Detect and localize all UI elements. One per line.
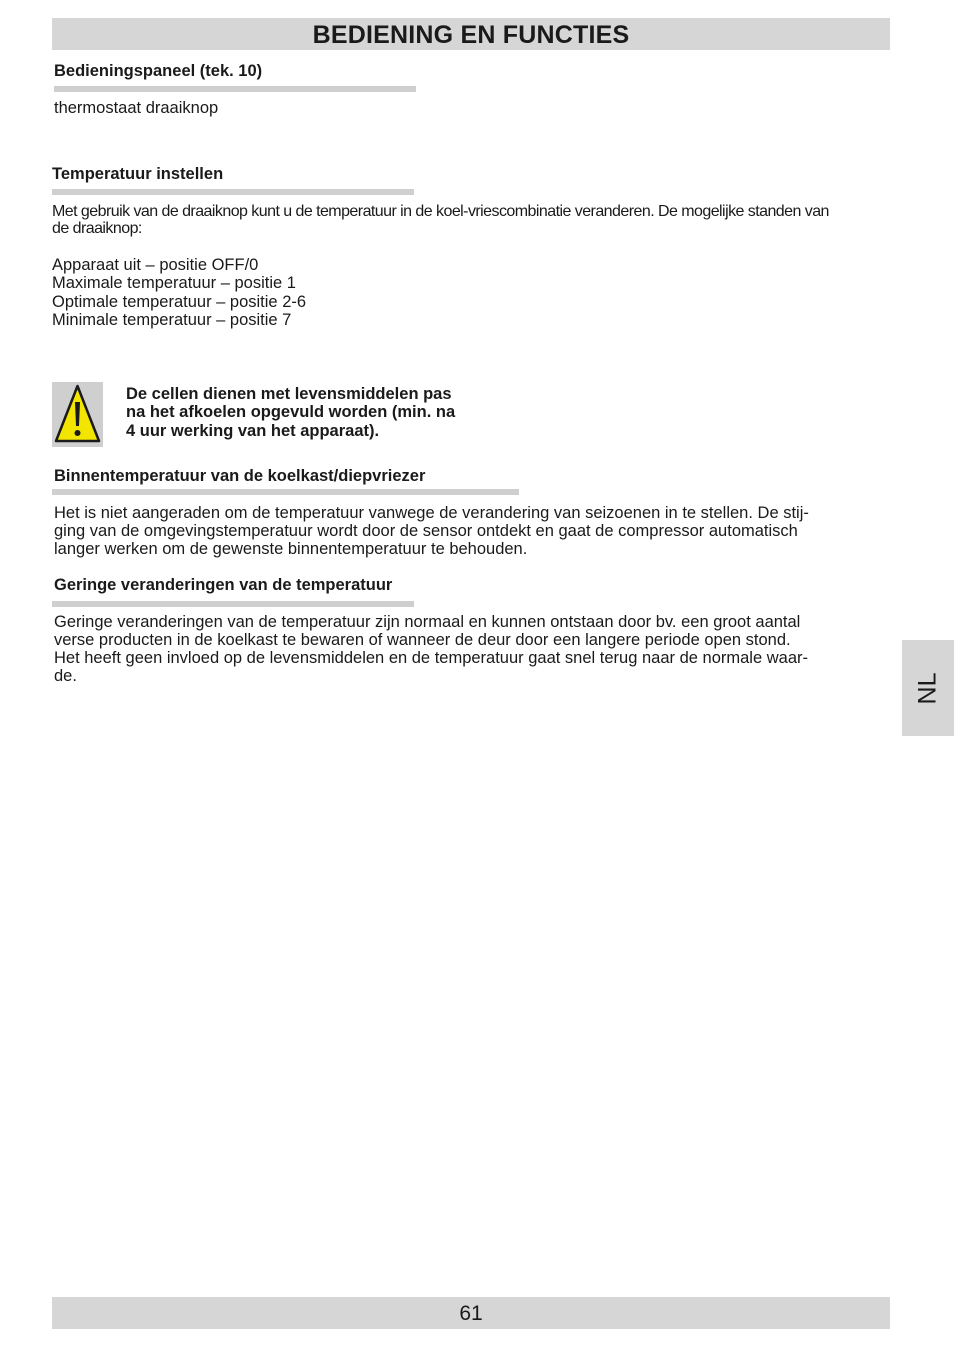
warning-line: na het afkoelen opgevuld worden (min. na	[126, 403, 456, 422]
control-panel-text: thermostaat draaiknop	[54, 99, 219, 117]
position-list-item: Minimale temperatuur – positie 7	[52, 311, 292, 329]
paragraph-line: ging van de omgevingstemperatuur wordt door de sensor ontdekt en gaat de compressor automatisch	[54, 522, 798, 540]
section-heading-control-panel: Bedieningspaneel (tek. 10)	[54, 62, 263, 80]
paragraph-line: Geringe veranderingen van de temperatuur zijn normaal en kunnen ontstaan door bv. een groot aantal	[54, 613, 801, 631]
page-title: BEDIENING EN FUNCTIES	[312, 21, 630, 49]
paragraph-line: Het is niet aangeraden om de temperatuur vanwege de verandering van seizoenen in te stellen. De stij-	[54, 504, 809, 522]
warning-line: De cellen dienen met levensmiddelen pas	[126, 385, 452, 403]
language-code: NL	[913, 672, 942, 704]
set-temperature-intro-line: Met gebruik van de draaiknop kunt u de temperatuur in de koel-vriescombinatie veranderen. De mogelijke standen van	[52, 203, 829, 220]
paragraph-line: langer werken om de gewenste binnentemperatuur te behouden.	[54, 540, 528, 558]
paragraph-line: Het heeft geen invloed op de levensmiddelen en de temperatuur gaat snel terug naar de normale waar-	[54, 649, 808, 667]
section-divider	[52, 189, 414, 195]
warning-text	[126, 385, 506, 440]
page-number: 61	[459, 1302, 483, 1325]
position-list-item: Optimale temperatuur – positie 2-6	[52, 293, 307, 311]
paragraph-line: verse producten in de koelkast te bewaren of wanneer de deur door een langere periode open stond.	[54, 631, 791, 649]
section-divider	[52, 601, 414, 607]
position-list-item: Maximale temperatuur – positie 1	[52, 274, 296, 292]
language-label	[902, 640, 954, 736]
set-temperature-intro-line: de draaiknop:	[52, 220, 142, 237]
section-divider	[52, 489, 519, 495]
section-divider	[54, 86, 416, 92]
section-heading-small-changes: Geringe veranderingen van de temperatuur	[54, 576, 393, 594]
position-list-item: Apparaat uit – positie OFF/0	[52, 256, 259, 274]
section-heading-set-temperature: Temperatuur instellen	[52, 165, 224, 183]
section-heading-inner-temperature: Binnentemperatuur van de koelkast/diepvriezer	[54, 467, 426, 485]
warning-line: 4 uur werking van het apparaat).	[126, 421, 380, 440]
paragraph-line: de.	[54, 667, 77, 685]
warning-icon	[52, 382, 103, 447]
